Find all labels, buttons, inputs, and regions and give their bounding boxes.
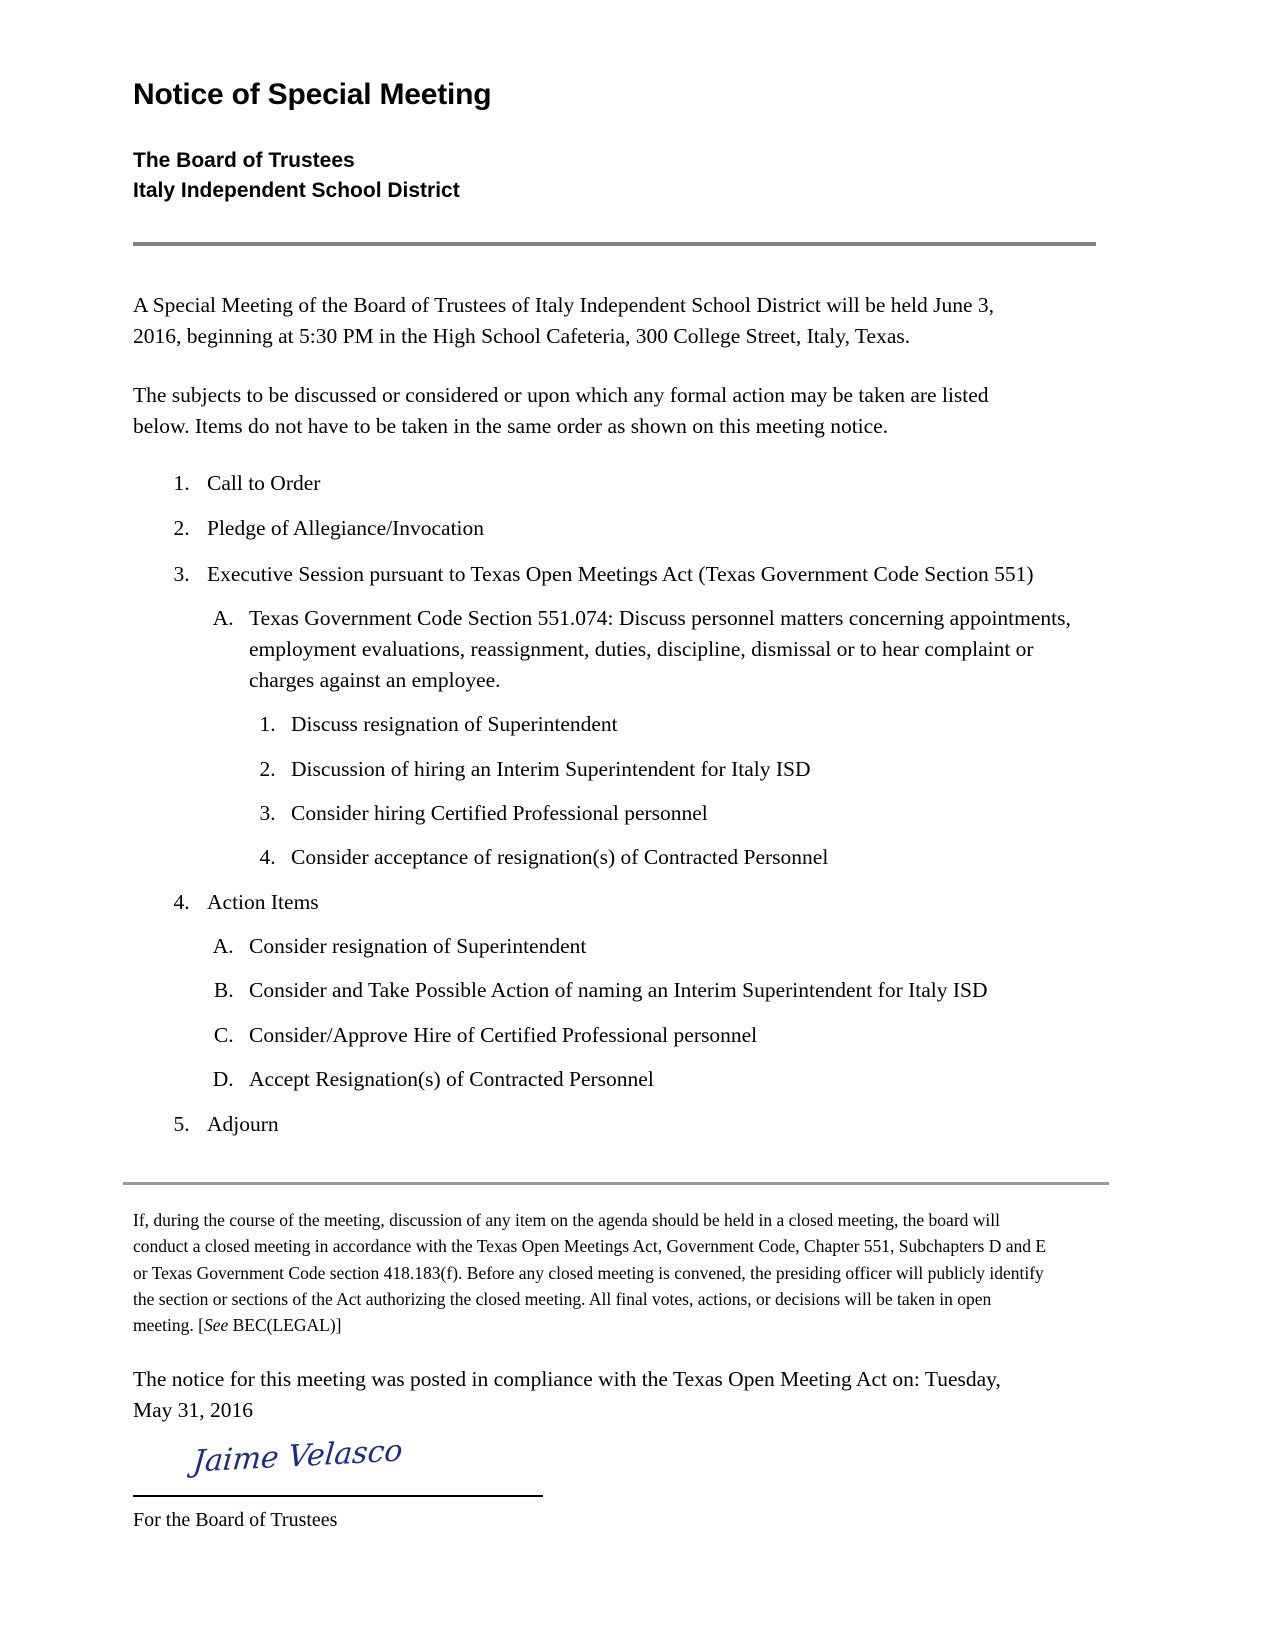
- agenda-subitem-label: Texas Government Code Section 551.074: Discuss personnel matters concerning appointments, employment evaluations, reassignment, duties, discipline, dismissal or to hear complaint or charges against an employee.: [249, 605, 1071, 693]
- agenda-item: [195, 513, 1098, 544]
- agenda-list: [133, 468, 1098, 1140]
- agenda-item-label: Pledge of Allegiance/Invocation: [207, 516, 485, 541]
- agenda-subitem-label: Consider resignation of Superintendent: [249, 934, 587, 959]
- agenda-item: [195, 559, 1098, 873]
- agenda-subitem: [239, 1020, 1098, 1051]
- agenda-subitem: [239, 975, 1098, 1006]
- subjects-paragraph: The subjects to be discussed or considered or upon which any formal action may be taken are listed below. Items do not have to be taken in the same order as shown on this meeting notice.: [133, 382, 989, 439]
- agenda-subsubitem-label: Consider acceptance of resignation(s) of Contracted Personnel: [291, 844, 829, 869]
- agenda-subsubitem: [281, 709, 1098, 740]
- disclaimer-see-italic: See: [203, 1315, 229, 1336]
- agenda-item-label: Call to Order: [207, 471, 321, 496]
- subtitle-line-1: The Board of Trustees: [133, 149, 355, 172]
- signature-image: Jaime Velasco: [191, 1433, 405, 1480]
- closed-meeting-disclaimer: [133, 1207, 1053, 1338]
- subtitle-line-2: Italy Independent School District: [133, 178, 460, 202]
- page-title: Notice of Special Meeting: [133, 78, 492, 111]
- agenda-sublist: [207, 931, 1098, 1095]
- agenda-subitem-label: Consider and Take Possible Action of naming an Interim Superintendent for Italy ISD: [249, 978, 988, 1003]
- agenda-subitem-label: Accept Resignation(s) of Contracted Personnel: [249, 1066, 654, 1091]
- agenda-subitem-label: Consider/Approve Hire of Certified Professional personnel: [249, 1022, 758, 1047]
- agenda-subsubitem: [281, 842, 1098, 873]
- signature-caption: For the Board of Trustees: [133, 1508, 338, 1531]
- agenda-subsubitem-label: Discussion of hiring an Interim Superintendent for Italy ISD: [291, 756, 811, 781]
- signature-line: [133, 1495, 543, 1497]
- posting-compliance-note: The notice for this meeting was posted in compliance with the Texas Open Meeting Act on: Tuesday, May 31, 2016: [133, 1367, 1001, 1423]
- agenda-sublist: [207, 603, 1098, 873]
- agenda-subsubitem-label: Consider hiring Certified Professional personnel: [291, 800, 708, 825]
- document-content: [133, 78, 1098, 1532]
- intro-paragraph: A Special Meeting of the Board of Trustees of Italy Independent School District will be held June 3, 2016, beginning at 5:30 PM in the High School Cafeteria, 300 College Street, Italy, Texas.: [133, 292, 995, 348]
- agenda-subsubitem: [281, 798, 1098, 829]
- agenda-subsubitem-label: Discuss resignation of Superintendent: [291, 712, 618, 737]
- agenda-subsubitem: [281, 754, 1098, 785]
- agenda-item: [195, 468, 1098, 499]
- agenda-item-label: Adjourn: [207, 1111, 279, 1136]
- agenda-item: [195, 1109, 1098, 1140]
- agenda-item-label: Action Items: [207, 890, 319, 915]
- subtitle-block: [133, 146, 1098, 206]
- signature-area: [133, 1433, 553, 1505]
- footer-divider: [123, 1182, 1109, 1185]
- agenda-subitem: [239, 931, 1098, 962]
- agenda-item-label: Executive Session pursuant to Texas Open Meetings Act (Texas Government Code Section 551): [207, 561, 1034, 586]
- header-divider: [133, 242, 1096, 246]
- agenda-subsublist: [249, 709, 1098, 873]
- agenda-subitem: [239, 1064, 1098, 1095]
- disclaimer-text-part-1: If, during the course of the meeting, discussion of any item on the agenda should be held in a closed meeting, the board will conduct a closed meeting in accordance with the Texas Open Meetings Act, Government Code, Chapter 551, Subchapters D and E or Texas Government Code section 418.183(f). Before any closed meeting is convened, the presiding officer will publicly identify the section or sections of the Act authorizing the closed meeting. All final votes, actions, or decisions will be taken in open meeting. [: [133, 1210, 1047, 1336]
- disclaimer-text-part-2: BEC(LEGAL)]: [228, 1315, 342, 1336]
- agenda-item: [195, 887, 1098, 1095]
- agenda-subitem: [239, 603, 1098, 873]
